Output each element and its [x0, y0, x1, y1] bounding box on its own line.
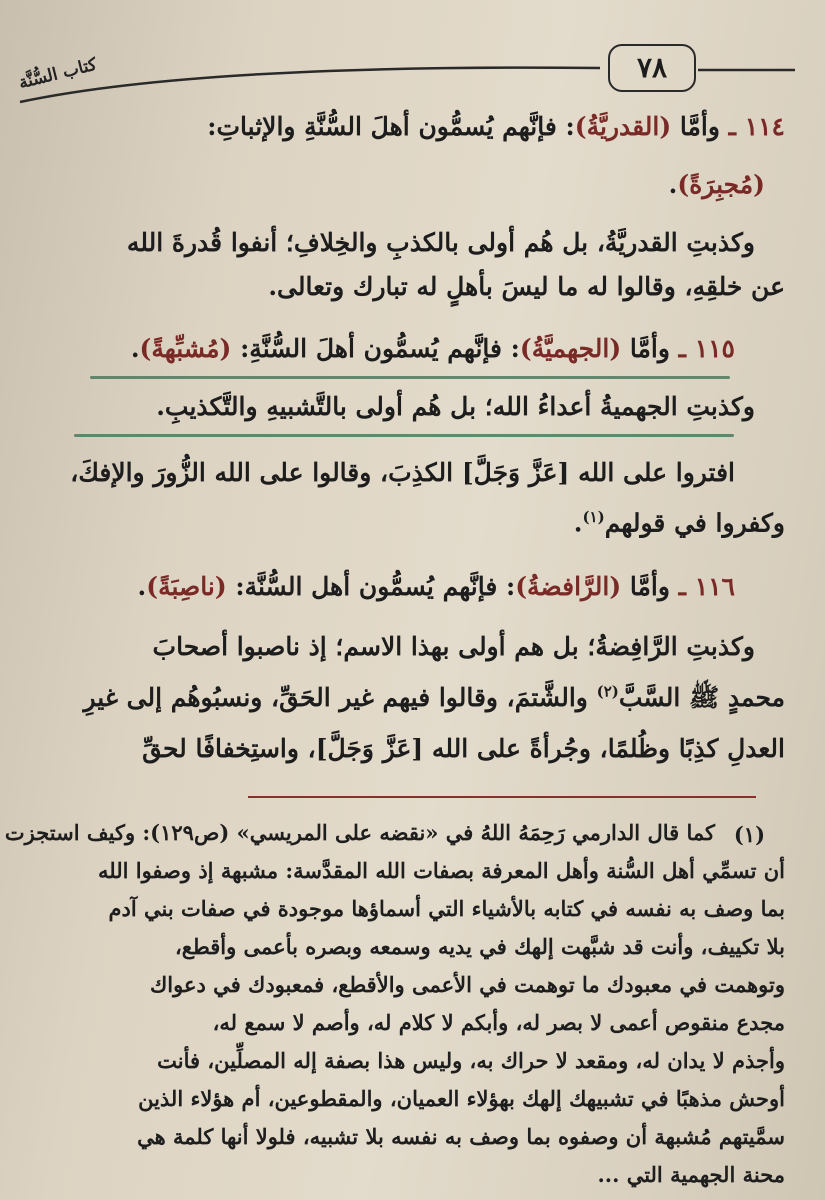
sect-name: (الرَّافضةُ): [515, 572, 622, 601]
footnote-line: كما قال الدارمي رَحِمَهُ اللهُ في «نقضه على المريسي» (ص١٢٩): وكيف استجزت: [4, 820, 715, 845]
paragraph-number: ١١٦ ـ: [678, 572, 735, 601]
footnote-line: أوحش مذهبًا في تشبيهك إلهك بهؤلاء العميان، والمقطوعين، أم هؤلاء الذين: [138, 1086, 785, 1111]
paragraph-114-line-3: وكذبتِ القدريَّةُ، بل هُم أولى بالكذبِ والخِلافِ؛ أنفوا قُدرةَ الله: [126, 228, 755, 257]
footnote-line: محنة الجهمية التي ...: [597, 1162, 785, 1187]
page-number: ٧٨: [608, 44, 696, 92]
header-rule: [0, 30, 825, 120]
sect-name: (الجهميَّةُ): [519, 334, 622, 363]
paragraph-116-line-2: وكذبتِ الرَّافِضةُ؛ بل هم أولى بهذا الاسم؛ إذ ناصبوا أصحابَ: [152, 632, 755, 661]
pen-underline: [90, 376, 730, 379]
footnote-line: بلا تكييف، وأنت قد شبَّهت إلهك في يديه وسمعه وبصره بأعمى وأقطع،: [175, 934, 785, 959]
footnote-line: وتوهمت في معبودك ما توهمت في الأعمى والأقطع، فمعبودك في دعواك: [150, 972, 785, 997]
paragraph-115-line-2: وكذبتِ الجهميةُ أعداءُ الله؛ بل هُم أولى بالتَّشبيهِ والتَّكذيبِ.: [156, 392, 755, 421]
paragraph-115-line-4: وكفروا في قولهم$^{(١)}$.: [573, 508, 785, 538]
footnote-ref: (١): [582, 508, 605, 526]
footnote-marker: (١): [733, 822, 765, 847]
footnote-line: مجدع منقوص أعمى لا بصر له، وأبكم لا كلام له، وأصم لا سمع له،: [212, 1010, 785, 1035]
label-term: (ناصِبَةً): [146, 572, 227, 601]
paragraph-number: ١١٤ ـ: [728, 112, 785, 141]
footnote-line: أن تسمِّي أهل السُّنة وأهل المعرفة بصفات الله المقدَّسة: مشبهة إذ وصفوا الله: [97, 858, 785, 883]
footnote-line: بما وصف به نفسه في كتابه بالأشياء التي أسماؤها موجودة في صفات بني آدم: [108, 896, 785, 921]
sect-name: (القدريَّةُ): [574, 112, 672, 141]
paragraph-114-line-1: ١١٤ ـ وأمَّا (القدريَّةُ): فإنَّهم يُسمُّون أهلَ السُّنَّةِ والإثباتِ:: [207, 112, 785, 141]
paragraph-number: ١١٥ ـ: [678, 334, 735, 363]
paragraph-115-line-3: افتروا على الله [عَزَّ وَجَلَّ] الكذِبَ، وقالوا على الله الزُّورَ والإفكَ،: [70, 458, 735, 487]
paragraph-115-line-1: ١١٥ ـ وأمَّا (الجهميَّةُ): فإنَّهم يُسمُّون أهلَ السُّنَّةِ: (مُشبِّهةً).: [130, 334, 735, 363]
paragraph-116-line-4: العدلِ كذِبًا وظُلمًا، وجُرأةً على الله [عَزَّ وَجَلَّ]، واستِخفافًا لحقِّ: [142, 734, 785, 763]
paragraph-116-line-3: محمدٍ ﷺ السَّبَّ$^{(٢)}$ والشَّتمَ، وقالوا فيهم غير الحَقِّ، ونسبُوهُم إلى غيرِ: [83, 682, 785, 712]
pen-underline: [74, 434, 734, 437]
footnote-line: سمَّيتهم مُشبهة أن وصفوه بما وصف به نفسه بلا تشبيه، فلولا أنها كلمة هي: [137, 1124, 785, 1149]
footnote-separator: [248, 796, 756, 798]
paragraph-114-line-4: عن خلقِهِ، وقالوا له ما ليسَ بأهلٍ له تبارك وتعالى.: [268, 272, 785, 301]
label-term: (مُشبِّهةً): [139, 334, 232, 363]
paragraph-114-line-2: (مُجبِرَةً).: [668, 170, 765, 199]
paragraph-116-line-1: ١١٦ ـ وأمَّا (الرَّافضةُ): فإنَّهم يُسمُّون أهل السُّنَّة: (ناصِبَةً).: [137, 572, 735, 601]
page-header: [0, 30, 825, 120]
book-title: كتاب السُّنَّة: [16, 54, 99, 94]
label-term: (مُجبِرَةً): [677, 170, 765, 199]
footnote-line: وأجذم لا يدان له، ومقعد لا حراك به، وليس هذا بصفة إله المصلِّين، فأنت: [157, 1048, 785, 1073]
footnote-ref: (٢): [596, 682, 619, 701]
